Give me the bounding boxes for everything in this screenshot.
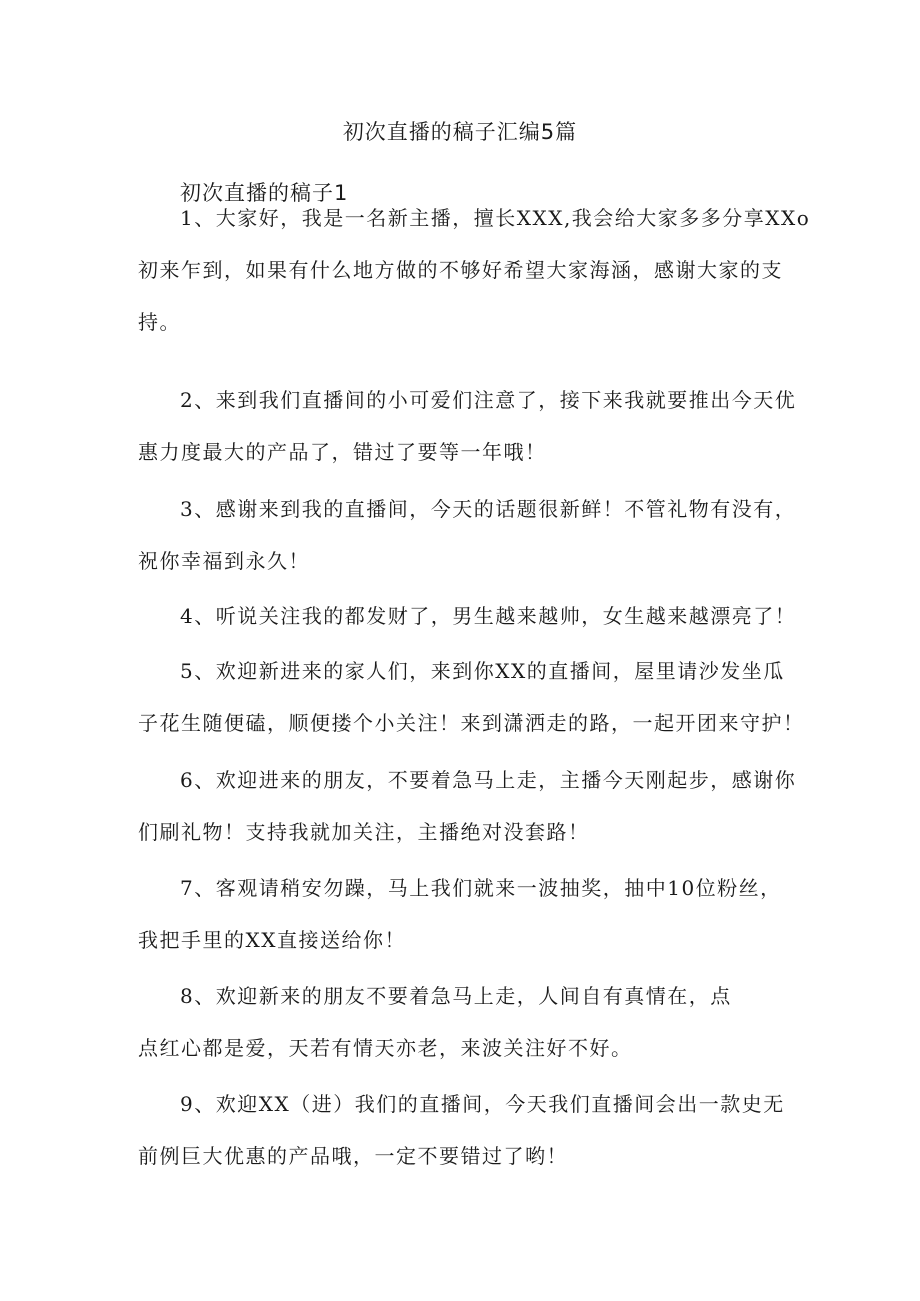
- paragraph-line: 我把手里的XX直接送给你！: [138, 928, 406, 952]
- paragraph-line: 1、大家好，我是一名新主播，擅长XXX,我会给大家多多分享XXo: [180, 206, 811, 230]
- paragraph-line: 持。: [138, 310, 181, 334]
- paragraph-line: 8、欢迎新来的朋友不要着急马上走，人间自有真情在，点: [180, 984, 732, 1008]
- paragraph-line: 初来乍到，如果有什么地方做的不够好希望大家海涵，感谢大家的支: [138, 258, 783, 282]
- paragraph-8: [138, 970, 800, 1074]
- document-title: 初次直播的稿子汇编5篇: [342, 120, 578, 144]
- paragraph-line: 前例巨大优惠的产品哦，一定不要错过了哟！: [138, 1144, 568, 1168]
- paragraph-line: 点红心都是爱，天若有情天亦老，来波关注好不好。: [138, 1036, 633, 1060]
- paragraph-line: 7、客观请稍安勿躁，马上我们就来一波抽奖，抽中10位粉丝，: [180, 876, 782, 900]
- paragraph-line: 们刷礼物！支持我就加关注，主播绝对没套路！: [138, 820, 590, 844]
- paragraph-2: [138, 374, 800, 478]
- paragraph-line: 4、听说关注我的都发财了，男生越来越帅，女生越来越漂亮了！: [180, 604, 797, 628]
- section-heading: 初次直播的稿子1: [180, 181, 349, 205]
- paragraph-3: [138, 483, 800, 587]
- paragraph-6: [138, 754, 800, 858]
- paragraph-7: [138, 862, 800, 966]
- paragraph-1: [138, 192, 811, 348]
- paragraph-5: [138, 645, 805, 749]
- paragraph-line: 3、感谢来到我的直播间，今天的话题很新鲜！不管礼物有没有，: [180, 497, 797, 521]
- paragraph-line: 子花生随便磕，顺便搂个小关注！来到潇洒走的路，一起开团来守护！: [138, 711, 805, 735]
- paragraph-9: [138, 1078, 800, 1182]
- paragraph-line: 5、欢迎新进来的家人们，来到你XX的直播间，屋里请沙发坐瓜: [180, 659, 785, 683]
- paragraph-line: 惠力度最大的产品了，错过了要等一年哦！: [138, 440, 547, 464]
- paragraph-line: 祝你幸福到永久！: [138, 549, 310, 573]
- paragraph-line: 9、欢迎XX（进）我们的直播间，今天我们直播间会出一款史无: [180, 1092, 785, 1116]
- paragraph-line: 2、来到我们直播间的小可爱们注意了，接下来我就要推出今天优: [180, 388, 797, 412]
- paragraph-4: [138, 590, 800, 642]
- paragraph-line: 6、欢迎进来的朋友，不要着急马上走，主播今天刚起步，感谢你: [180, 768, 797, 792]
